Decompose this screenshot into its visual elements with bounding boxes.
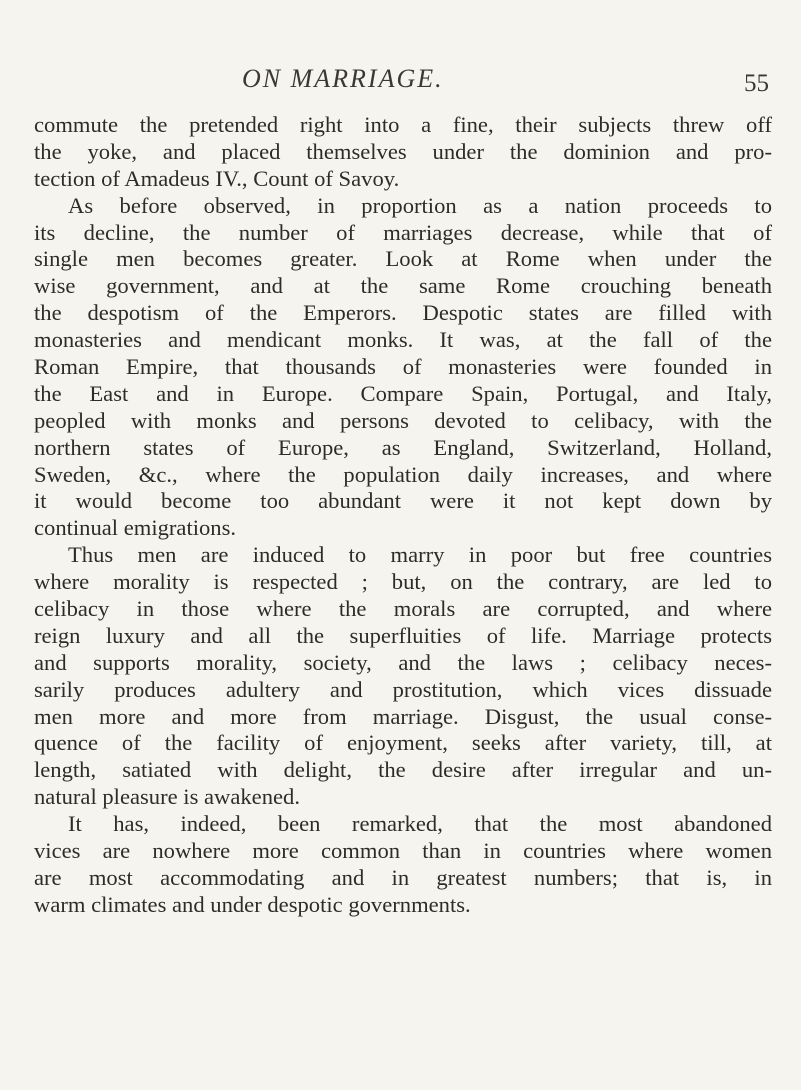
text-line: monasteries and mendicant monks. It was, at the fall of the (34, 327, 772, 353)
page-number: 55 (744, 70, 769, 97)
text-line: It has, indeed, been remarked, that the most abandoned (68, 811, 772, 837)
text-line: reign luxury and all the superfluities of life. Marriage protects (34, 622, 772, 648)
text-line: warm climates and under despotic governments. (34, 891, 471, 917)
text-line: single men becomes greater. Look at Rome when under the (34, 246, 772, 272)
text-line: Roman Empire, that thousands of monasteries were founded in (34, 354, 772, 380)
text-line: its decline, the number of marriages decrease, while that of (34, 219, 772, 245)
body-text (34, 112, 772, 919)
text-line: sarily produces adultery and prostitution, which vices dissuade (34, 676, 772, 702)
text-line: northern states of Europe, as England, Switzerland, Holland, (34, 434, 772, 460)
text-line: quence of the facility of enjoyment, seeks after variety, till, at (34, 730, 772, 756)
text-line: and supports morality, society, and the laws ; celibacy neces- (34, 649, 772, 675)
text-line: the East and in Europe. Compare Spain, Portugal, and Italy, (34, 380, 772, 406)
text-line: vices are nowhere more common than in countries where women (34, 838, 772, 864)
text-line: length, satiated with delight, the desire after irregular and un- (34, 757, 772, 783)
text-line: it would become too abundant were it not kept down by (34, 488, 772, 514)
running-head (0, 64, 801, 104)
text-line: continual emigrations. (34, 515, 237, 541)
text-line: the yoke, and placed themselves under the dominion and pro- (34, 138, 772, 164)
running-title: ON MARRIAGE. (242, 64, 444, 93)
text-line: wise government, and at the same Rome crouching beneath (34, 273, 772, 299)
text-line: men more and more from marriage. Disgust, the usual conse- (34, 703, 772, 729)
text-line: As before observed, in proportion as a nation proceeds to (68, 192, 772, 218)
text-line: natural pleasure is awakened. (34, 784, 300, 810)
text-line: Thus men are induced to marry in poor but free countries (68, 542, 772, 568)
text-line: celibacy in those where the morals are corrupted, and where (34, 596, 772, 622)
text-line: Sweden, &c., where the population daily increases, and where (34, 461, 772, 487)
text-line: peopled with monks and persons devoted to celibacy, with the (34, 407, 772, 433)
text-line: the despotism of the Emperors. Despotic states are filled with (34, 300, 772, 326)
text-line: where morality is respected ; but, on the contrary, are led to (34, 569, 772, 595)
text-line: commute the pretended right into a fine, their subjects threw off (34, 112, 772, 137)
text-line: tection of Amadeus IV., Count of Savoy. (34, 165, 400, 191)
text-line: are most accommodating and in greatest numbers; that is, in (34, 864, 772, 890)
